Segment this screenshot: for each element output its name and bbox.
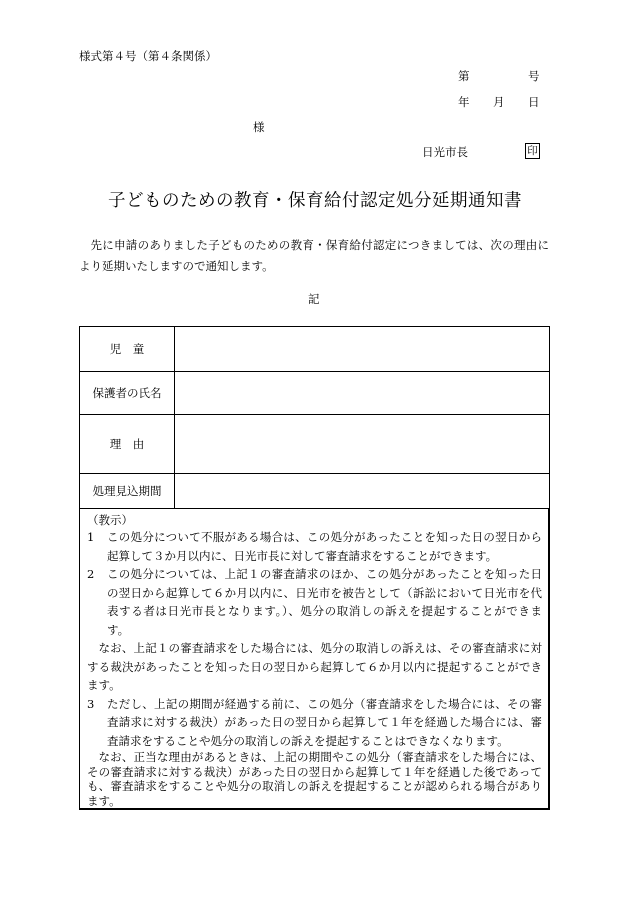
- date-day-label: 日: [528, 95, 540, 109]
- recipient-honorific: 様: [253, 120, 265, 134]
- form-number: 様式第４号（第４条関係）: [79, 49, 217, 63]
- row-label-guardian: 保護者の氏名: [80, 372, 175, 415]
- note-item: [87, 565, 542, 639]
- row-value-child: [175, 327, 550, 372]
- note-item: [87, 695, 542, 751]
- note-subparagraph: なお、上記１の審査請求をした場合には、処分の取消しの訴えは、その審査請求に対する裁決があったことを知った日の翌日から起算して６か月以内に提起することができます。: [87, 641, 542, 692]
- issuer-name: 日光市長: [422, 145, 468, 159]
- table-row: [80, 415, 550, 474]
- note-number: 2: [87, 567, 95, 581]
- note-text: この処分については、上記１の審査請求のほか、この処分があったことを知った日の翌日から起算して６か月以内に、日光市を被告として（訴訟において日光市を代表する者は日光市長となります。）、処分の取消しの訴えを提起することができます。: [107, 567, 542, 637]
- intro-paragraph: 先に申請のありました子どものための教育・保育給付認定につきましては、次の理由により延期いたしますので通知します。: [79, 238, 549, 273]
- note-text: この処分について不服がある場合は、この処分があったことを知った日の翌日から起算して３か月以内に、日光市長に対して審査請求をすることができます。: [107, 530, 542, 563]
- row-value-period: [175, 474, 550, 509]
- table-row: [80, 372, 550, 415]
- note-number: 3: [87, 696, 95, 711]
- notes-heading: （教示）: [87, 513, 133, 527]
- date-year-label: 年: [458, 95, 470, 109]
- detail-table: [79, 326, 550, 810]
- document-number-suffix: 号: [528, 69, 540, 83]
- row-label-period: 処理見込期間: [80, 474, 175, 509]
- row-value-guardian: [175, 372, 550, 415]
- row-value-reason: [175, 415, 550, 474]
- document-number-label: 第: [458, 69, 470, 83]
- note-item: [87, 528, 542, 565]
- note-subparagraph: なお、正当な理由があるときは、上記の期間やこの処分（審査請求をした場合には、その審査請求に対する裁決）があった日の翌日から起算して１年を経過した後であっても、審査請求をすることや処分の取消しの訴えを提起することが認められる場合があります。: [87, 750, 542, 808]
- ki-heading: 記: [308, 292, 320, 306]
- document-title: 子どものための教育・保育給付認定処分延期通知書: [108, 191, 522, 211]
- instruction-notes: [80, 509, 550, 810]
- row-label-child: 児 童: [80, 327, 175, 372]
- row-label-reason: 理 由: [80, 415, 175, 474]
- note-number: 1: [87, 530, 95, 544]
- table-row: [80, 474, 550, 509]
- table-row: [80, 509, 550, 810]
- seal-mark: 印: [525, 143, 540, 159]
- table-row: [80, 327, 550, 372]
- note-text: ただし、上記の期間が経過する前に、この処分（審査請求をした場合には、その審査請求に対する裁決）があった日の翌日から起算して１年を経過した場合には、審査請求をすることや処分の取消しの訴えを提起することはできなくなります。: [107, 696, 542, 748]
- date-month-label: 月: [493, 95, 505, 109]
